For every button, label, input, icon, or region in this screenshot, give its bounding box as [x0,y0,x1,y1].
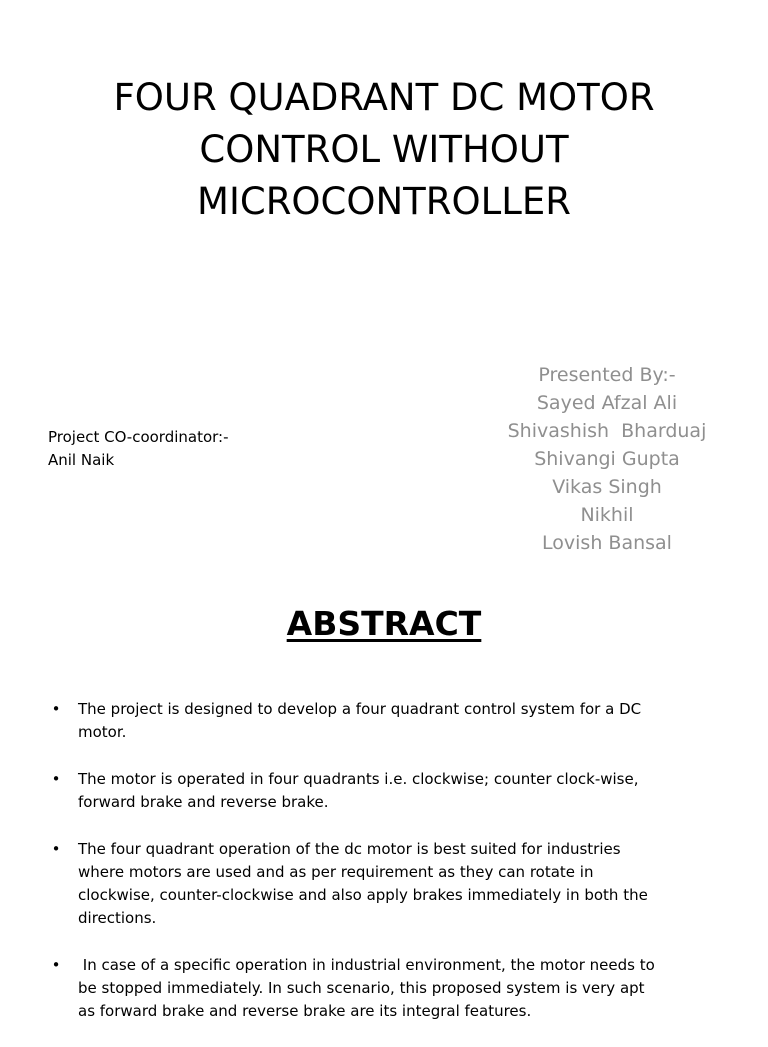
bullet-item [44,838,724,930]
presenter-name: Vikas Singh [552,476,662,498]
bullet-text-line: as forward brake and reverse brake are its integral features. [78,1002,532,1020]
bullet-text-line: motor. [78,723,127,741]
title-line: FOUR QUADRANT DC MOTOR [113,76,655,119]
presenter-name: Shivangi Gupta [534,448,680,470]
bullet-text-line: The motor is operated in four quadrants i.e. clockwise; counter clock-wise, [78,770,639,788]
bullet-text-line: In case of a specific operation in industrial environment, the motor needs to [78,956,655,974]
page-title [60,72,708,228]
coordinator-name: Anil Naik [48,451,115,469]
coordinator-label: Project CO-coordinator:- [48,428,229,446]
bullet-dot-icon: • [51,700,61,718]
bullet-text-line: forward brake and reverse brake. [78,793,329,811]
bullet-text-line: The project is designed to develop a four quadrant control system for a DC [78,700,642,718]
bullet-text-line: The four quadrant operation of the dc motor is best suited for industries [78,840,621,858]
presenters-list [467,361,747,557]
presenter-name: Sayed Afzal Ali [536,392,678,414]
bullet-text-line: be stopped immediately. In such scenario, this proposed system is very apt [78,979,645,997]
presenters-label: Presented By:- [538,364,676,386]
abstract-bullets [44,698,724,1047]
presenter-name: Lovish Bansal [542,532,672,554]
title-line: CONTROL WITHOUT [199,128,569,171]
bullet-item [44,954,724,1023]
presenter-name: Nikhil [580,504,634,526]
bullet-dot-icon: • [51,956,61,974]
bullet-text-line: where motors are used and as per requirement as they can rotate in [78,863,594,881]
bullet-text-line: clockwise, counter-clockwise and also apply brakes immediately in both the [78,886,648,904]
bullet-text-line: directions. [78,909,157,927]
bullet-item [44,768,724,814]
title-line: MICROCONTROLLER [197,180,571,223]
bullet-dot-icon: • [51,840,61,858]
abstract-slide [0,590,768,1024]
project-coordinator [48,426,348,472]
bullet-item [44,698,724,744]
abstract-heading: ABSTRACT [286,604,482,643]
bullet-dot-icon: • [51,770,61,788]
presenter-name: Shivashish Bharduaj [507,420,707,442]
